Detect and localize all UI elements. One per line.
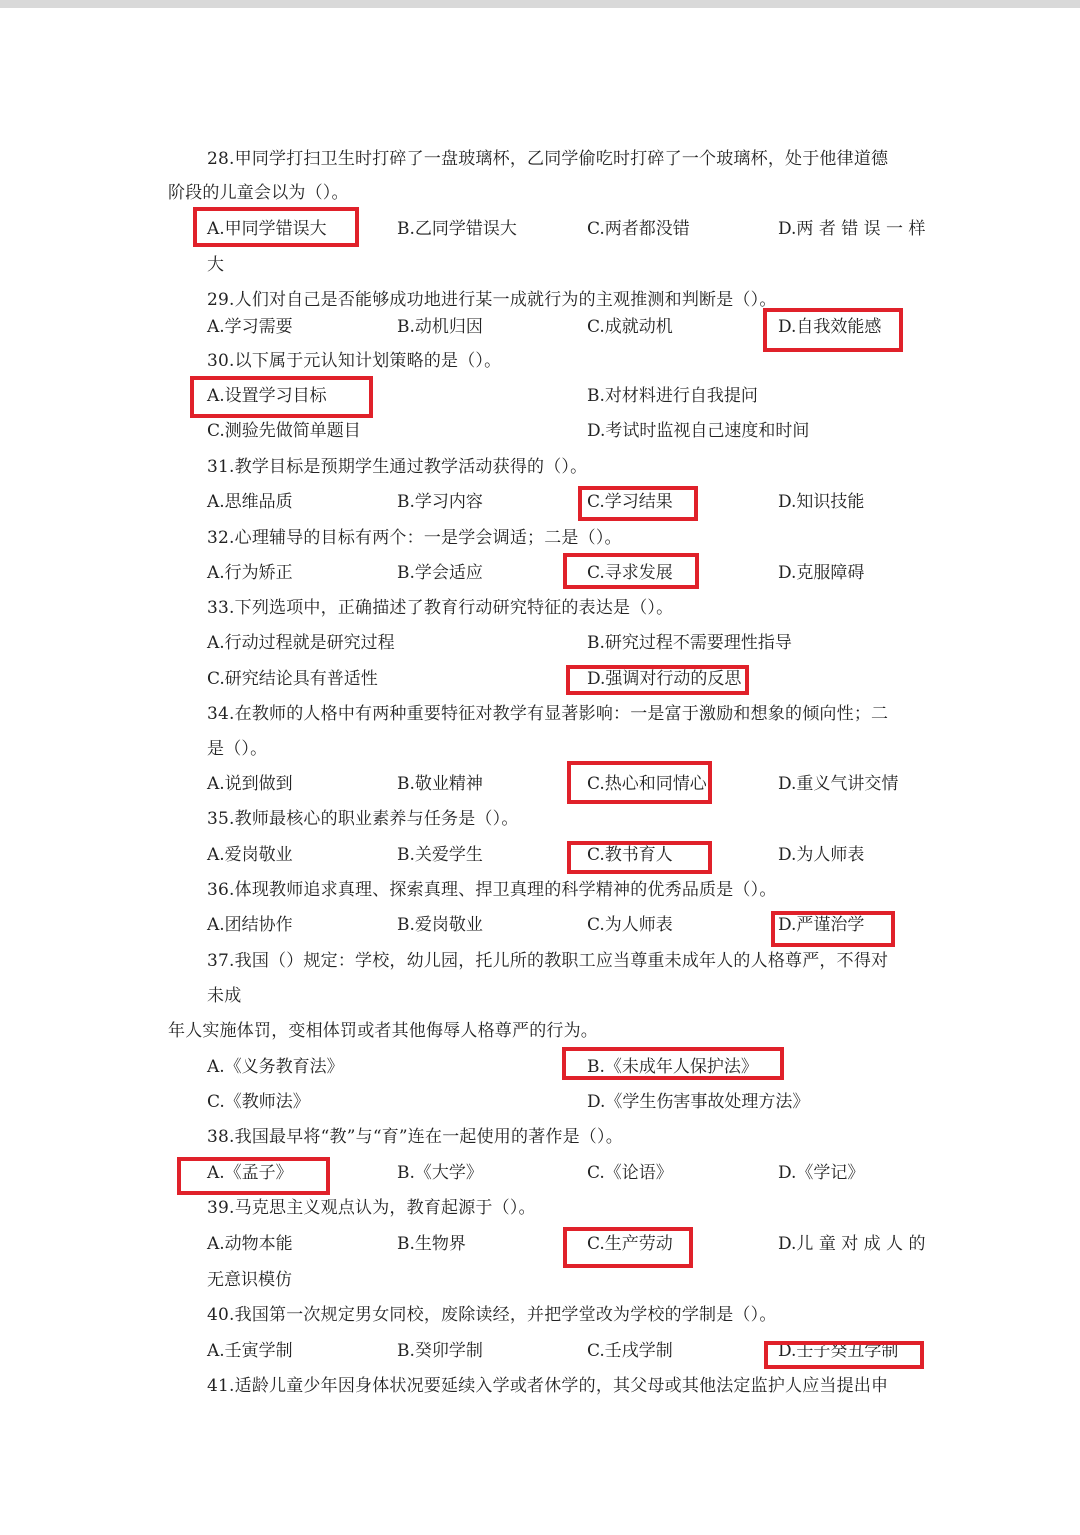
question-33-stem: 33.下列选项中，正确描述了教育行动研究特征的表达是（）。 (207, 598, 674, 618)
viewer-top-bar (0, 0, 1080, 8)
q36-option-a: A.团结协作 (207, 915, 293, 935)
q30-option-b: B.对材料进行自我提问 (587, 386, 758, 406)
question-34-stem-cont: 是（）。 (207, 739, 268, 759)
q36-option-c: C.为人师表 (587, 915, 673, 935)
q30-option-c: C.测验先做简单题目 (207, 421, 361, 441)
q28-option-c: C.两者都没错 (587, 219, 690, 239)
question-28-stem: 28.甲同学打扫卫生时打碎了一盘玻璃杯，乙同学偷吃时打碎了一个玻璃杯，处于他律道德 (207, 149, 889, 169)
q38-option-b: B.《大学》 (397, 1163, 483, 1183)
q33-option-b: B.研究过程不需要理性指导 (587, 633, 792, 653)
q35-option-d: D.为人师表 (778, 845, 865, 865)
question-39-stem: 39.马克思主义观点认为，教育起源于（）。 (207, 1198, 536, 1218)
question-38-stem: 38.我国最早将“教”与“育”连在一起使用的著作是（）。 (207, 1127, 623, 1147)
q31-option-c: C.学习结果 (587, 492, 673, 512)
question-29-stem: 29.人们对自己是否能够成功地进行某一成就行为的主观推测和判断是（）。 (207, 290, 777, 310)
q39-option-d-cont: 无意识模仿 (207, 1270, 292, 1290)
q35-option-b: B.关爱学生 (397, 845, 483, 865)
q40-option-c: C.壬戌学制 (587, 1341, 673, 1361)
answer-highlight-box (771, 911, 895, 947)
answer-highlight-box (567, 761, 712, 804)
q33-option-d: D.强调对行动的反思 (587, 669, 742, 689)
question-41-stem: 41.适龄儿童少年因身体状况要延续入学或者休学的，其父母或其他法定监护人应当提出申 (207, 1376, 889, 1396)
q39-option-b: B.生物界 (397, 1234, 466, 1254)
q30-option-d: D.考试时监视自己速度和时间 (587, 421, 810, 441)
q34-option-c: C.热心和同情心 (587, 774, 707, 794)
q32-option-c: C.寻求发展 (587, 563, 673, 583)
question-37-stem: 37.我国（）规定：学校，幼儿园，托儿所的教职工应当尊重未成年人的人格尊严，不得对 (207, 951, 889, 971)
answer-highlight-box (567, 841, 712, 874)
q28-option-d: D.两 者 错 误 一 样 (778, 219, 926, 239)
question-37-stem-cont: 未成 (207, 986, 242, 1006)
q30-option-a: A.设置学习目标 (207, 386, 327, 406)
question-32-stem: 32.心理辅导的目标有两个：一是学会调适；二是（）。 (207, 528, 622, 548)
q38-option-c: C.《论语》 (587, 1163, 673, 1183)
q28-option-b: B.乙同学错误大 (397, 219, 517, 239)
answer-highlight-box (764, 1341, 924, 1369)
question-40-stem: 40.我国第一次规定男女同校，废除读经，并把学堂改为学校的学制是（）。 (207, 1305, 777, 1325)
q34-option-d: D.重义气讲交情 (778, 774, 899, 794)
q28-option-a: A.甲同学错误大 (207, 219, 327, 239)
question-31-stem: 31.教学目标是预期学生通过教学活动获得的（）。 (207, 457, 588, 477)
q35-option-a: A.爱岗敬业 (207, 845, 293, 865)
answer-highlight-box (562, 1047, 784, 1080)
q28-option-d-cont: 大 (207, 255, 224, 275)
q40-option-a: A.壬寅学制 (207, 1341, 293, 1361)
q38-option-d: D.《学记》 (778, 1163, 865, 1183)
answer-highlight-box (566, 665, 749, 695)
question-28-stem-cont: 阶段的儿童会以为（）。 (168, 183, 349, 203)
q32-option-b: B.学会适应 (397, 563, 483, 583)
q39-option-d: D.儿 童 对 成 人 的 (778, 1234, 926, 1254)
q29-option-a: A.学习需要 (207, 317, 293, 337)
q29-option-c: C.成就动机 (587, 317, 673, 337)
question-35-stem: 35.教师最核心的职业素养与任务是（）。 (207, 809, 519, 829)
q35-option-c: C.教书育人 (587, 845, 673, 865)
q32-option-d: D.克服障碍 (778, 563, 865, 583)
q40-option-b: B.癸卯学制 (397, 1341, 483, 1361)
q37-option-a: A.《义务教育法》 (207, 1057, 344, 1077)
q37-option-c: C.《教师法》 (207, 1092, 310, 1112)
answer-highlight-box (563, 1227, 693, 1268)
answer-highlight-box (193, 207, 359, 247)
question-36-stem: 36.体现教师追求真理、探索真理、捍卫真理的科学精神的优秀品质是（）。 (207, 880, 777, 900)
q34-option-a: A.说到做到 (207, 774, 293, 794)
question-37-stem-cont2: 年人实施体罚，变相体罚或者其他侮辱人格尊严的行为。 (168, 1021, 598, 1041)
answer-highlight-box (190, 376, 373, 418)
q34-option-b: B.敬业精神 (397, 774, 483, 794)
answer-highlight-box (578, 486, 698, 521)
q33-option-c: C.研究结论具有普适性 (207, 669, 378, 689)
q29-option-b: B.动机归因 (397, 317, 483, 337)
question-34-stem: 34.在教师的人格中有两种重要特征对教学有显著影响：一是富于激励和想象的倾向性；二 (207, 704, 889, 724)
q36-option-d: D.严谨治学 (778, 915, 865, 935)
q40-option-d: D.壬子癸丑学制 (778, 1341, 899, 1361)
q29-option-d: D.自我效能感 (778, 317, 882, 337)
answer-highlight-box (563, 553, 699, 589)
q39-option-a: A.动物本能 (207, 1234, 293, 1254)
question-30-stem: 30.以下属于元认知计划策略的是（）。 (207, 351, 502, 371)
q33-option-a: A.行动过程就是研究过程 (207, 633, 395, 653)
q31-option-d: D.知识技能 (778, 492, 865, 512)
q36-option-b: B.爱岗敬业 (397, 915, 483, 935)
q32-option-a: A.行为矫正 (207, 563, 293, 583)
answer-highlight-box (763, 308, 903, 352)
q31-option-b: B.学习内容 (397, 492, 483, 512)
q39-option-c: C.生产劳动 (587, 1234, 673, 1254)
q38-option-a: A.《孟子》 (207, 1163, 293, 1183)
answer-highlight-box (177, 1157, 330, 1195)
q37-option-d: D.《学生伤害事故处理方法》 (587, 1092, 810, 1112)
q37-option-b: B.《未成年人保护法》 (587, 1057, 758, 1077)
q31-option-a: A.思维品质 (207, 492, 293, 512)
